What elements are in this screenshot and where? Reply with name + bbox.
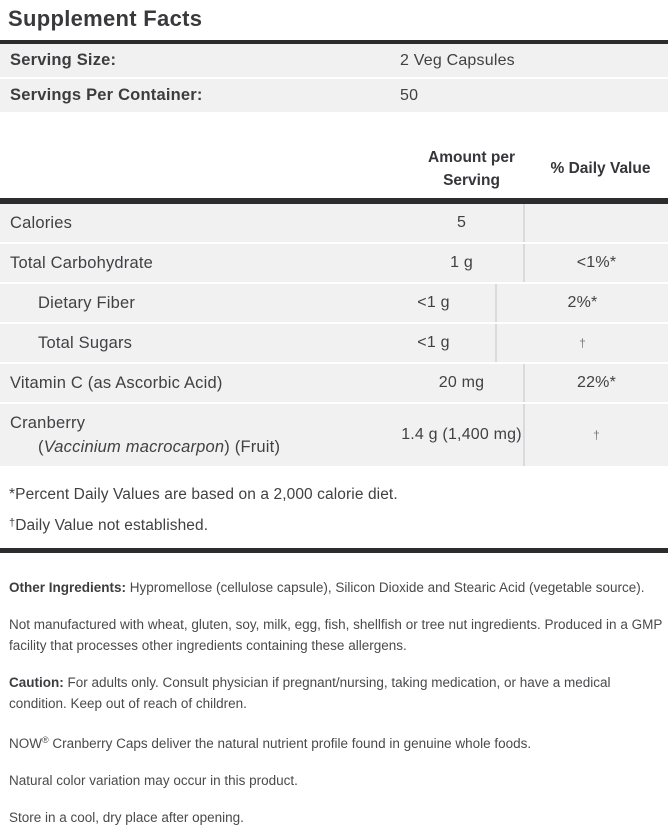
nutrient-amount: 5 [456, 214, 467, 231]
footnotes-section [0, 486, 671, 535]
amount-header-line2: Serving [443, 172, 500, 189]
nutrient-daily-value: 22%* [523, 364, 668, 402]
servings-per-container-row [0, 79, 668, 112]
other-ingredients-paragraph: Other Ingredients: Hypromellose (cellulose capsule), Silicon Dioxide and Stearic Acid (vegetable source). [9, 580, 645, 595]
storage-instructions-paragraph: Store in a cool, dry place after opening. [9, 810, 244, 825]
nutrient-name [0, 411, 400, 459]
asterisk-symbol: * [9, 486, 16, 503]
nutrient-name: Dietary Fiber [38, 294, 136, 312]
nutrient-name: Total Sugars [38, 334, 133, 352]
table-row-cranberry [0, 404, 668, 466]
caution-lead: Caution: [9, 675, 64, 690]
nutrient-amount: <1 g [417, 294, 450, 311]
nutrient-name: Total Carbohydrate [10, 254, 154, 272]
servings-per-container-label: Servings Per Container: [10, 86, 203, 104]
caution-paragraph: Caution: For adults only. Consult physician if pregnant/nursing, taking medication, or have a medical condition. Keep out of reach of children. [9, 675, 611, 711]
serving-size-row [0, 44, 668, 77]
table-row-total-sugars [0, 324, 668, 362]
amount-header-line1: Amount per [428, 149, 515, 166]
brand-name: NOW [9, 736, 42, 751]
table-row-calories [0, 204, 668, 242]
page-title: Supplement Facts [8, 6, 203, 31]
footnote-percent-daily-value: *Percent Daily Values are based on a 2,000 calorie diet. [9, 486, 398, 503]
serving-size-value: 2 Veg Capsules [400, 51, 515, 69]
allergen-statement-paragraph: Not manufactured with wheat, gluten, soy, milk, egg, fish, shellfish or tree nut ingredients. Produced in a GMP facility that processes other ingredients containing these allergens. [9, 617, 663, 653]
table-row-total-carbohydrate [0, 244, 668, 282]
brand-statement-paragraph: NOW® Cranberry Caps deliver the natural nutrient profile found in genuine whole foods. [9, 735, 532, 751]
nutrient-daily-value: † [523, 404, 668, 466]
latin-name: Vaccinium macrocarpon [43, 438, 225, 456]
other-ingredients-lead: Other Ingredients: [9, 580, 127, 595]
divider-bar-bottom [0, 548, 668, 553]
daily-value-header: % Daily Value [550, 160, 651, 177]
table-row-dietary-fiber [0, 284, 668, 322]
nutrient-amount: <1 g [417, 334, 450, 351]
nutrient-name: Calories [10, 214, 73, 232]
nutrient-amount: 20 mg [438, 374, 485, 391]
table-row-vitamin-c [0, 364, 668, 402]
registered-trademark-symbol: ® [42, 735, 49, 745]
nutrient-daily-value: <1%* [523, 244, 668, 282]
serving-info-section [0, 44, 671, 112]
dagger-symbol: † [9, 517, 16, 529]
nutrient-daily-value: 2%* [495, 284, 668, 322]
serving-size-label: Serving Size: [10, 51, 117, 69]
nutrient-daily-value [523, 204, 668, 242]
nutrient-amount: 1.4 g (1,400 mg) [401, 426, 522, 443]
nutrient-daily-value: † [495, 324, 668, 362]
footnote-daily-value-not-established: †Daily Value not established. [9, 517, 209, 534]
nutrient-name: Vitamin C (as Ascorbic Acid) [10, 374, 223, 392]
information-paragraphs [0, 577, 671, 828]
cranberry-botanical-name: (Vaccinium macrocarpon) (Fruit) [38, 438, 281, 456]
servings-per-container-value: 50 [400, 86, 419, 104]
nutrient-table [0, 204, 671, 466]
table-header [0, 146, 671, 192]
amount-per-serving-header [410, 146, 533, 192]
color-variation-paragraph: Natural color variation may occur in this product. [9, 773, 298, 788]
table-header-spacer [0, 146, 410, 192]
cranberry-name: Cranberry [10, 414, 86, 432]
nutrient-amount: 1 g [450, 254, 473, 271]
